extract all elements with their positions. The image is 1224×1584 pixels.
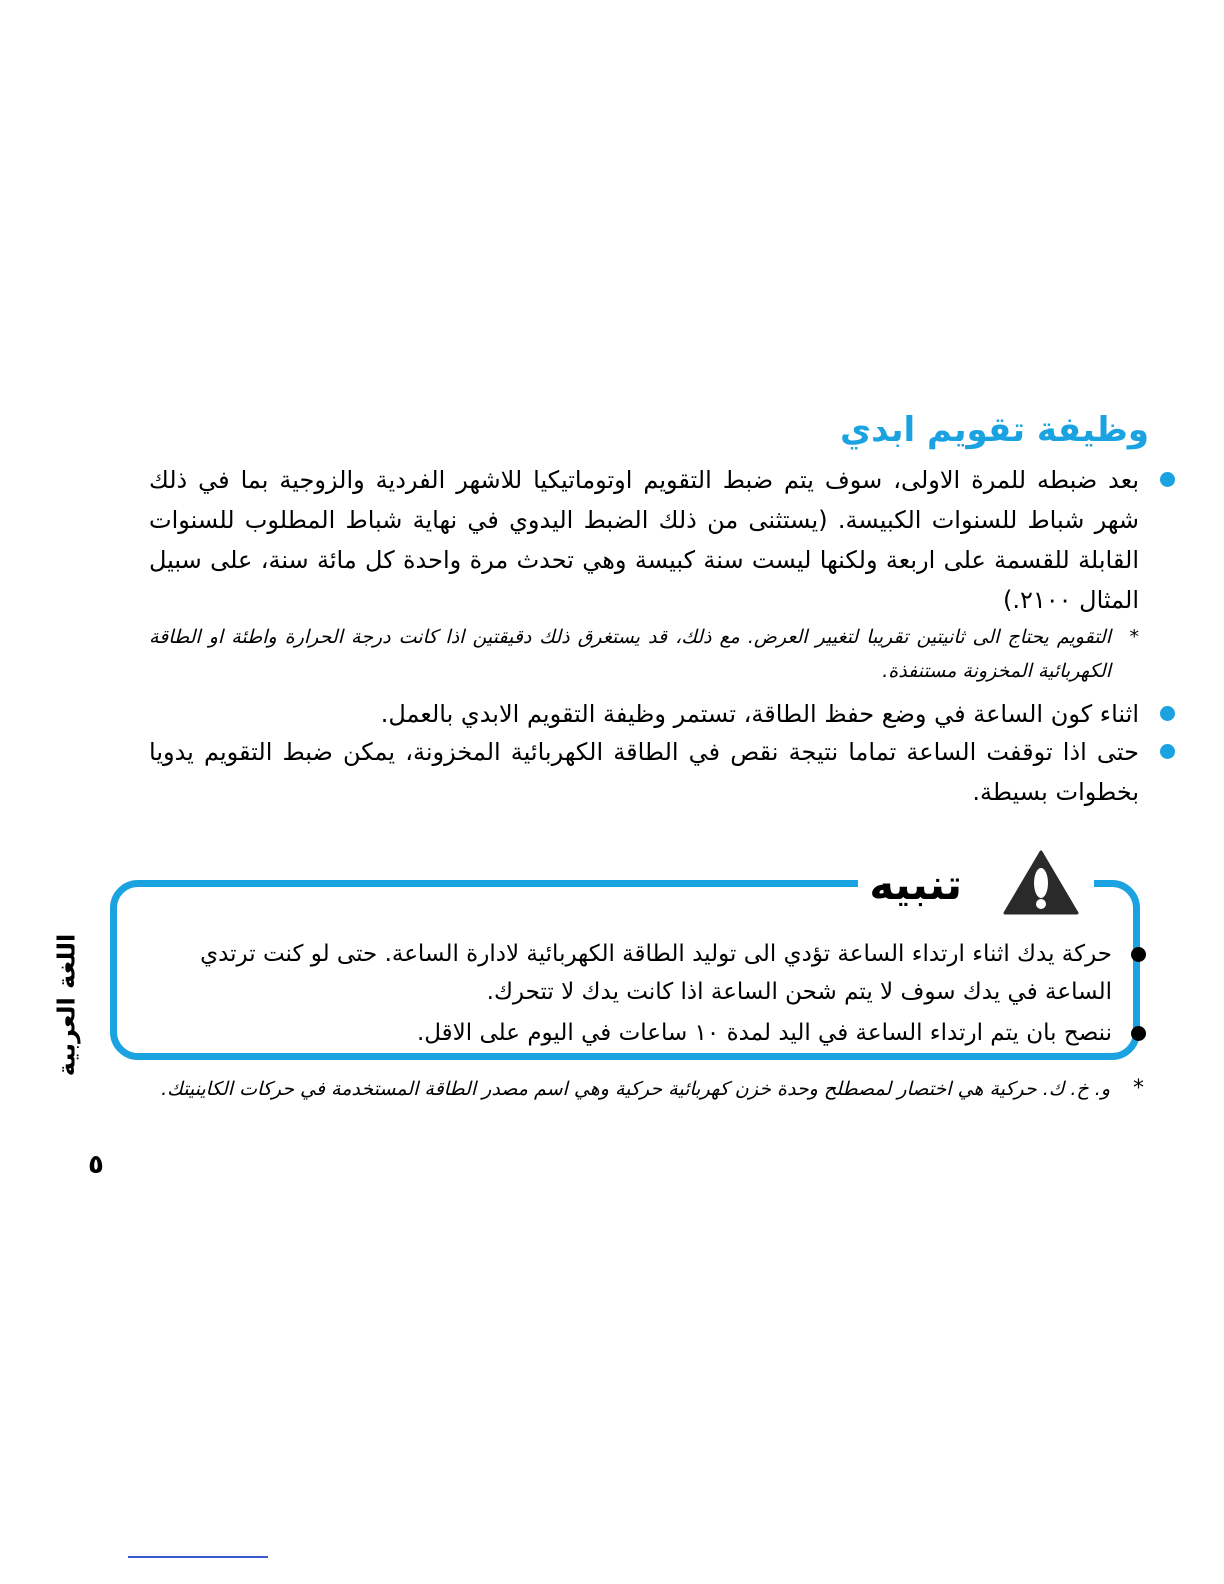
note-star: * (1129, 626, 1139, 648)
note-text: التقويم يحتاج الى ثانيتين تقريبا لتغيير العرض. مع ذلك، قد يستغرق ذلك دقيقتين اذا كانت درجة الحرارة واطئة او الطاقة الكهربائية المخزونة مستنفذة. (149, 626, 1111, 682)
blue-dot-icon (1160, 744, 1175, 759)
caution-item (152, 1014, 1112, 1052)
black-dot-icon (1131, 947, 1146, 962)
section-title: وظيفة تقويم ابدي (839, 410, 1149, 450)
warning-triangle-icon (1003, 850, 1079, 916)
caution-heading: تنبيه (869, 860, 962, 909)
list-item (149, 732, 1139, 812)
page-number: ٥ (88, 1150, 104, 1180)
caution-text: حركة يدك اثناء ارتداء الساعة تؤدي الى توليد الطاقة الكهربائية لادارة الساعة. حتى لو كنت ترتدي الساعة في يدك سوف لا يتم شحن الساعة اذا كانت يدك لا تتحرك. (200, 941, 1112, 1005)
black-dot-icon (1131, 1026, 1146, 1041)
footnote-star: * (1133, 1076, 1144, 1101)
calendar-note (149, 620, 1139, 688)
list-item (149, 694, 1139, 734)
bullet-text: حتى اذا توقفت الساعة تماما نتيجة نقص في الطاقة الكهربائية المخزونة، يمكن ضبط التقويم يدويا بخطوات بسيطة. (149, 738, 1139, 806)
footnote-text: و. خ. ك. حركية هي اختصار لمصطلح وحدة خزن كهربائية حركية وهي اسم مصدر الطاقة المستخدمة في حركات الكاينيتك. (161, 1078, 1110, 1100)
caution-item (152, 935, 1112, 1011)
bullet-text: بعد ضبطه للمرة الاولى، سوف يتم ضبط التقويم اوتوماتيكيا للاشهر الفردية والزوجية بما في ذلك شهر شباط للسنوات الكبيسة. (يستثنى من ذلك الضبط اليدوي في نهاية شباط المطلوب للسنوات القابلة للقسمة على اربعة ولكنها ليست سنة كبيسة وهي تحدث مرة واحدة كل مائة سنة، على سبيل المثال ٢١٠٠.) (149, 466, 1139, 614)
language-side-label: اللغة العربية (51, 933, 80, 1077)
bullet-text: اثناء كون الساعة في وضع حفظ الطاقة، تستمر وظيفة التقويم الابدي بالعمل. (380, 700, 1139, 728)
blue-dot-icon (1160, 706, 1175, 721)
footnote (144, 1072, 1144, 1106)
blue-dot-icon (1160, 472, 1175, 487)
caution-text: ننصح بان يتم ارتداء الساعة في اليد لمدة ١٠ ساعات في اليوم على الاقل. (416, 1020, 1112, 1046)
bottom-rule (128, 1556, 268, 1558)
list-item (149, 460, 1139, 688)
